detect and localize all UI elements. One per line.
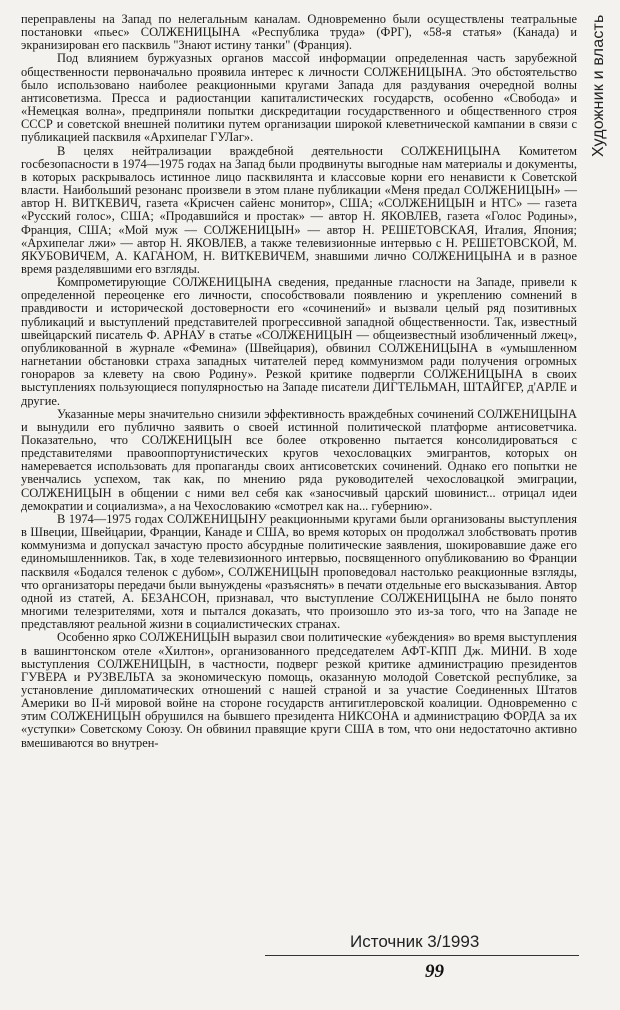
paragraph: Указанные меры значительно снизили эффективность враждебных сочинений СОЛЖЕНИЦЫНА и вынудили его публично заявить о своей истинной политической платформе антисоветчика. Показательно, что СОЛЖЕНИЦЫН все более откровенно пытается консолидироваться с представителями правооппортунистических кругов чехословацких эмигрантов, которых он намеревается использовать для пропаганды своих антисоветских сочинений. Однако его попытки не увенчались успехом, так как, по мнению ряда руководителей чехословацкой эмиграции, СОЛЖЕНИЦЫН в общении с ними вел себя как «заносчивый царский шовинист... отрицал идеи демократии и социализма», а на Чехословакию «смотрел как на... губернию». [21, 406, 577, 513]
paragraph: В 1974—1975 годах СОЛЖЕНИЦЫНУ реакционными кругами были организованы выступления в Швеции, Швейцарии, Франции, Канаде и США, во время которых он продолжал злобствовать против коммунизма и допускал зачастую просто абсурдные политические заявления, шокировавшие даже его единомышленников. Так, в ходе телевизионного интервью, посвященного опубликованию во Франции пасквиля «Бодался теленок с дубом», СОЛЖЕНИЦЫН проповедовал настолько реакционные взгляды, что организаторы передачи были вынуждены «разъяснять» в печати отдельные его высказывания. Автор одной из статей, А. БЕЗАНСОН, признавал, что выступление СОЛЖЕНИЦЫНА не было понято многими телезрителями, хотя и пытался доказать, что произошло это из-за того, что на Западе не представляют реальной жизни в социалистических странах. [21, 511, 577, 632]
footer-divider [265, 955, 579, 956]
paragraph: Компрометирующие СОЛЖЕНИЦЫНА сведения, преданные гласности на Западе, привели к определенной переоценке его личности, способствовали появлению и укреплению сомнений в правдивости и исторической достоверности его «сочинений» и вызвали целый ряд позитивных публикаций и выступлений представителей прогрессивной западной общественности. Так, известный швейцарский писатель Ф. АРНАУ в статье «СОЛЖЕНИЦЫН — общеизвестный изобличенный лжец», опубликованной в журнале «Фемина» (Швейцария), обвинил СОЛЖЕНИЦЫНА в «умышленном нагнетании обстановки страха западных читателей перед коммунизмом ради получения огромных гонораров за клевету на свою Родину». Резкой критике подвергли СОЛЖЕНИЦЫНА в своих выступлениях пользующиеся популярностью на Западе писатели ДИГТЕЛЬМАН, ШТАЙГЕР, д'АРЛЕ и другие. [21, 275, 577, 408]
running-header: Художник и власть [590, 14, 607, 157]
paragraph: В целях нейтрализации враждебной деятельности СОЛЖЕНИЦЫНА Комитетом госбезопасности в 1974—1975 годах на Запад были продвинуты выгодные нам материалы и документы, в которых раскрывалось истинное лицо пасквилянта и классовые корни его ненависти к Советской власти. Наибольший резонанс произвели в этом плане публикации «Меня предал СОЛЖЕНИЦЫН» — автор Н. ВИТКЕВИЧ, газета «Крисчен сайенс монитор», США; «СОЛЖЕНИЦЫН и НТС» — газета «Русский голос», США; «Продавшийся и простак» — автор Н. ЯКОВЛЕВ, газета «Голос Родины», Франция, США; «Мой муж — СОЛЖЕНИЦЫН» — автор Н. РЕШЕТОВСКАЯ, Италия, Япония; «Архипелаг лжи» — автор Н. ЯКОВЛЕВ, а также телевизионные интервью с Н. РЕШЕТОВСКОЙ, М. ЯКУБОВИЧЕМ, А. КАГАНОМ, Н. ВИТКЕВИЧЕМ, знавшими лично СОЛЖЕНИЦЫНА и в разное время разделявшими его взгляды. [21, 143, 577, 276]
journal-source: Источник 3/1993 [350, 932, 480, 951]
paragraph: Под влиянием буржуазных органов массой информации определенная часть зарубежной общественности первоначально проявила интерес к личности СОЛЖЕНИЦЫНА. Это обстоятельство было использовано наиболее реакционными кругами Запада для раздувания очередной волны антисоветизма. Пресса и радиостанции капиталистических государств, особенно «Свобода» и «Немецкая волна», предприняли попытки дискредитации государственного и общественного строя СССР и советской внешней политики путем организации широкой клеветнической кампании в связи с публикацией пасквиля «Архипелаг ГУЛаг». [21, 51, 577, 145]
article-body [21, 13, 577, 750]
paragraph: Особенно ярко СОЛЖЕНИЦЫН выразил свои политические «убеждения» во время выступления в вашингтонском отеле «Хилтон», организованного председателем АФТ-КПП Дж. МИНИ. В ходе выступления СОЛЖЕНИЦЫН, в частности, подверг резкой критике администрацию президентов ГУВЕРА и РУЗВЕЛЬТА за экономическую помощь, оказанную молодой Советской республике, за установление дипломатических отношений с нашей страной и за участие Соединенных Штатов Америки во II-й мировой войне на стороне государств антигитлеровской коалиции. Одновременно с этим СОЛЖЕНИЦЫН обрушился на бывшего президента НИКСОНА и администрацию ФОРДА за их «уступки» Советскому Союзу. Он обвинил правящие круги США в том, что они недостаточно активно вмешиваются во внутрен- [21, 630, 577, 750]
paragraph: переправлены на Запад по нелегальным каналам. Одновременно были осуществлены театральные постановки «пьес» СОЛЖЕНИЦЫНА «Республика труда» (ФРГ), «58-я статья» (Канада) и экранизирован его пасквиль "Знают истину танки" (Франция). [21, 12, 577, 53]
page-number: 99 [425, 961, 444, 982]
